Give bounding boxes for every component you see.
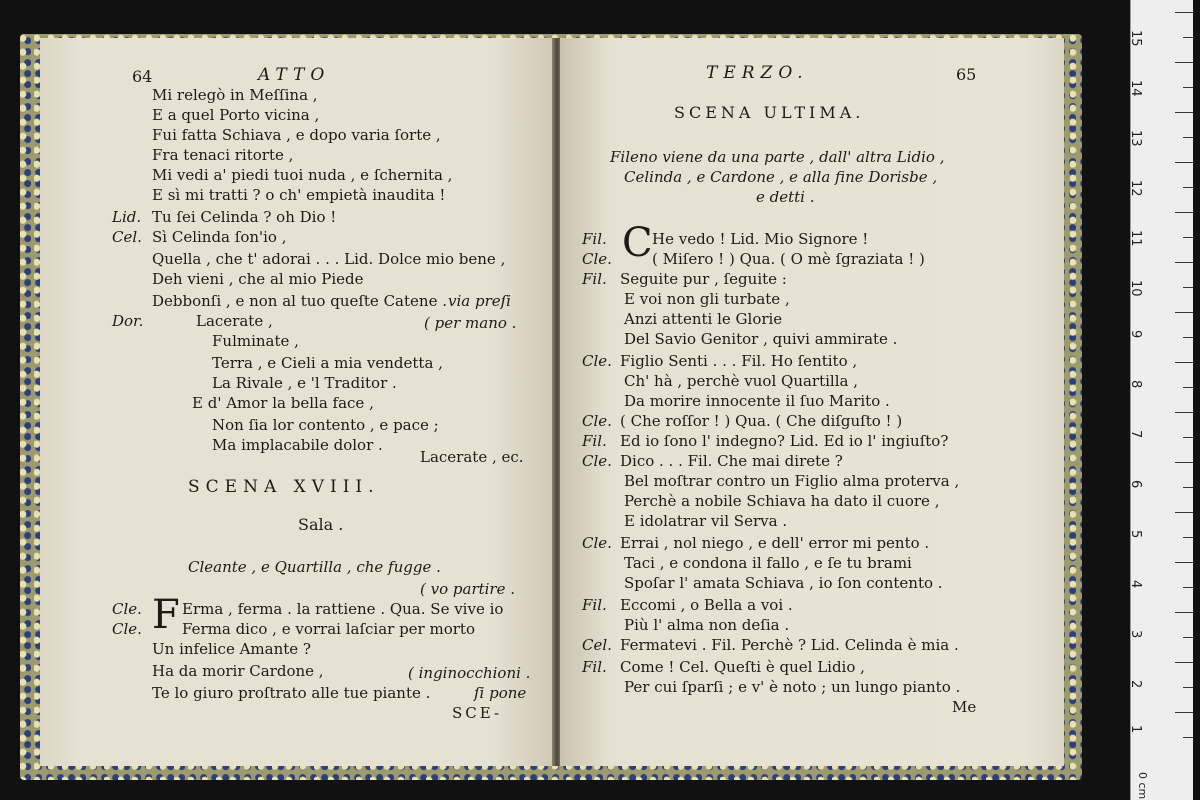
verse-line: Ferma dico , e vorrai laſciar per morto [182, 620, 475, 638]
stage-direction: ( vo partire . [420, 580, 516, 598]
verse-line: Terra , e Cieli a mia vendetta , [212, 354, 443, 372]
ruler-label: 10 [1128, 280, 1143, 297]
catchword: Me [952, 698, 977, 716]
speaker-label: Fil. [582, 432, 607, 450]
verse-line: Lacerate , ec. [420, 448, 524, 466]
speaker-label: Fil. [582, 270, 607, 288]
verse-line: Quella , che t' adorai . . . Lid. Dolce mio bene , [152, 250, 506, 268]
verse-line: Fermatevi . Fil. Perchè ? Lid. Celinda è mia . [620, 636, 959, 654]
ruler-label: 2 [1128, 680, 1143, 689]
verse-line: Del Savio Genitor , quivi ammirate . [624, 330, 898, 348]
scene-direction: Fileno viene da una parte , dall' altra Lidio , [610, 148, 945, 166]
stage-direction: ( inginocchioni . [408, 664, 531, 682]
verse-line: Lacerate , [196, 312, 273, 330]
characters-note: Cleante , e Quartilla , che fugge . [188, 558, 441, 576]
speaker-label: Cle. [582, 352, 612, 370]
verse-line: Tu ſei Celinda ? oh Dio ! [152, 208, 337, 226]
speaker-label: Cel. [112, 228, 142, 246]
speaker-label: Cle. [582, 452, 612, 470]
verse-line: ( Che roſſor ! ) Qua. ( Che diſguſto ! ) [620, 412, 903, 430]
verse-line: E idolatrar vil Serva . [624, 512, 788, 530]
catchword: SCE- [452, 704, 503, 722]
scene-heading: SCENA ULTIMA. [674, 103, 865, 122]
scene-direction: Celinda , e Cardone , e alla fine Dorisbe , [624, 168, 938, 186]
ruler-label: 9 [1128, 330, 1143, 339]
verse-line: Seguite pur , ſeguite : [620, 270, 787, 288]
speaker-label: Dor. [112, 312, 144, 330]
verse-line: Ha da morir Cardone , [152, 662, 324, 680]
verse-line: La Rivale , e 'l Traditor . [212, 374, 397, 392]
verse-line: Debbonſi , e non al tuo queſte Catene . [152, 292, 447, 310]
scene-setting: Sala . [298, 515, 344, 534]
verse-line: Da morire innocente il ſuo Marito . [624, 392, 890, 410]
drop-cap-letter: F [152, 592, 180, 638]
verse-line: Mi relegò in Meſſina , [152, 86, 318, 104]
running-head-right: TERZO. [706, 63, 809, 83]
ruler-label: 12 [1128, 180, 1143, 197]
stage-direction: via preſi [448, 292, 511, 310]
verse-line: Bel moſtrar contro un Figlio alma proterva , [624, 472, 960, 490]
verse-line: Sì Celinda ſon'io , [152, 228, 287, 246]
running-head-left: ATTO [258, 65, 331, 85]
verse-line: Più l' alma non deſia . [624, 616, 790, 634]
verse-line: E a quel Porto vicina , [152, 106, 320, 124]
speaker-label: Cel. [582, 636, 612, 654]
verse-line: ( Miſero ! ) Qua. ( O mè ſgraziata ! ) [652, 250, 925, 268]
verse-line: Errai , nol niego , e dell' error mi pento . [620, 534, 930, 552]
verse-line: Fulminate , [212, 332, 299, 350]
stage-direction: ſi pone [474, 684, 527, 702]
speaker-label: Cle. [582, 250, 612, 268]
verse-line: Anzi attenti le Glorie [624, 310, 783, 328]
drop-cap-letter: C [622, 220, 653, 266]
verse-line: E voi non gli turbate , [624, 290, 790, 308]
verse-line: Figlio Senti . . . Fil. Ho ſentito , [620, 352, 858, 370]
ruler-label: 7 [1128, 430, 1143, 439]
verse-line: Un infelice Amante ? [152, 640, 311, 658]
measurement-ruler [1130, 0, 1193, 800]
verse-line: Per cui ſparſi ; e v' è noto ; un lungo pianto . [624, 678, 961, 696]
verse-line: Spoſar l' amata Schiava , io ſon contento . [624, 574, 943, 592]
speaker-label: Cle. [112, 600, 142, 618]
verse-line: Ch' hà , perchè vuol Quartilla , [624, 372, 858, 390]
verse-line: Deh vieni , che al mio Piede [152, 270, 364, 288]
ruler-label: 14 [1128, 80, 1143, 97]
ruler-label: 1 [1128, 725, 1143, 734]
ruler-label: 15 [1128, 30, 1143, 47]
ruler-label: 5 [1128, 530, 1143, 539]
verse-line: E sì mi tratti ? o ch' empietà inaudita ! [152, 186, 446, 204]
verse-line: Ed io ſono l' indegno? Lid. Ed io l' ingiuſto? [620, 432, 949, 450]
scene-heading: SCENA XVIII. [188, 477, 380, 497]
speaker-label: Cle. [582, 534, 612, 552]
verse-line: Taci , e condona il fallo , e ſe tu brami [624, 554, 912, 572]
verse-line: Ma implacabile dolor . [212, 436, 383, 454]
ruler-label: 13 [1128, 130, 1143, 147]
right-page [560, 38, 1064, 766]
ruler-unit: 0 cm [1136, 772, 1149, 800]
verse-line: Perchè a nobile Schiava ha dato il cuore , [624, 492, 940, 510]
verse-line: Dico . . . Fil. Che mai direte ? [620, 452, 843, 470]
speaker-label: Fil. [582, 658, 607, 676]
ruler-label: 4 [1128, 580, 1143, 589]
verse-line: Eccomi , o Bella a voi . [620, 596, 793, 614]
scene-direction: e detti . [756, 188, 815, 206]
verse-line: He vedo ! Lid. Mio Signore ! [652, 230, 869, 248]
speaker-label: Fil. [582, 596, 607, 614]
speaker-label: Fil. [582, 230, 607, 248]
ruler-label: 3 [1128, 630, 1143, 639]
verse-line: Mi vedi a' piedi tuoi nuda , e ſchernita , [152, 166, 453, 184]
verse-line: Erma , ferma . la rattiene . Qua. Se vive io [182, 600, 504, 618]
verse-line: E d' Amor la bella face , [192, 394, 374, 412]
left-page [40, 38, 554, 766]
ruler-label: 8 [1128, 380, 1143, 389]
stage-direction: ( per mano . [424, 314, 517, 332]
page-number-right: 65 [956, 65, 977, 84]
speaker-label: Lid. [112, 208, 142, 226]
speaker-label: Cle. [112, 620, 142, 638]
ruler-label: 11 [1128, 230, 1143, 247]
page-number-left: 64 [132, 67, 153, 86]
verse-line: Fui fatta Schiava , e dopo varia ſorte , [152, 126, 441, 144]
verse-line: Te lo giuro proſtrato alle tue piante . [152, 684, 431, 702]
verse-line: Fra tenaci ritorte , [152, 146, 294, 164]
speaker-label: Cle. [582, 412, 612, 430]
verse-line: Non ſia lor contento , e pace ; [212, 416, 439, 434]
verse-line: Come ! Cel. Queſti è quel Lidio , [620, 658, 865, 676]
ruler-label: 6 [1128, 480, 1143, 489]
